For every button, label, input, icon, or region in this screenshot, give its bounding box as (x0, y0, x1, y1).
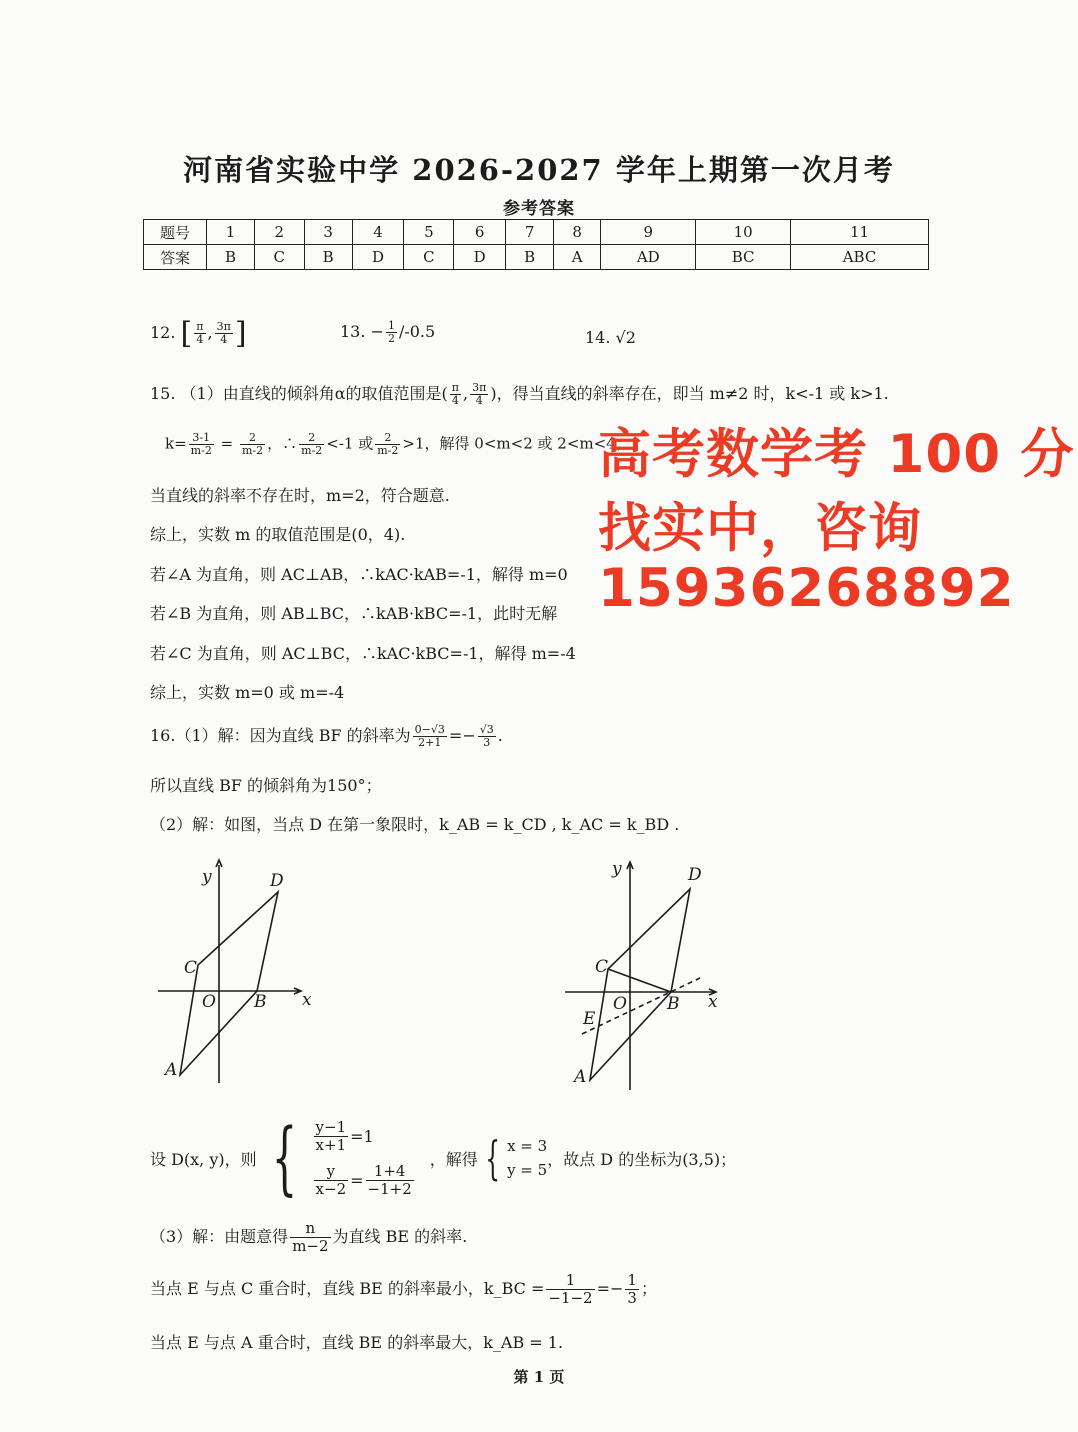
table-cell: C (404, 245, 454, 270)
text: =− (448, 726, 476, 745)
table-row-answers (144, 245, 929, 270)
fraction: $\frac{1}{2}$ (387, 319, 395, 345)
q13-answer (340, 320, 435, 345)
text: = (350, 1170, 364, 1190)
text: （3）解：由题意得 (150, 1227, 289, 1246)
label-D: D (688, 865, 702, 885)
ad-line-1: 高考数学考 100 分 (598, 424, 1075, 485)
text: =− (596, 1279, 624, 1298)
label-E: E (583, 1009, 596, 1029)
table-cell: 9 (601, 220, 696, 245)
exam-title: 河南省实验中学 2026-2027 学年上期第一次月考 (183, 153, 895, 187)
table-cell: B (506, 245, 554, 270)
fraction: $\frac{3\pi}{4}$ (472, 381, 487, 407)
fraction: $\frac{3\pi}{4}$ (216, 320, 231, 346)
solution-x: x = 3 (507, 1137, 548, 1155)
text: . (497, 726, 503, 745)
table-cell: AD (601, 245, 696, 270)
text: 为直线 BE 的斜率. (332, 1227, 468, 1246)
text: ，∴ (267, 434, 298, 453)
q16-line-2: 所以直线 BF 的倾斜角为150°； (150, 776, 382, 795)
text: ； (640, 1279, 657, 1298)
label-y: y (612, 859, 622, 879)
fraction: $\frac{\pi}{4}$ (451, 381, 460, 407)
fraction: $\frac{√3}{3}$ (479, 723, 494, 749)
parallelogram-abdc (590, 889, 690, 1080)
q13-number: 13. (340, 322, 366, 341)
label-A: A (574, 1067, 587, 1087)
left-brace: { (485, 1131, 500, 1185)
q15-line-3: 当直线的斜率不存在时，m=2，符合题意. (150, 486, 450, 505)
q15-line-7: 若∠C 为直角，则 AC⊥BC，∴kAC·kBC=-1，解得 m=-4 (150, 644, 576, 663)
q16-line-3: （2）解：如图，当点 D 在第一象限时，k_AB = k_CD , k_AC = k_BD . (150, 815, 680, 834)
q15-line-1 (150, 381, 889, 407)
fraction: $\frac{y}{x-2}$ (315, 1161, 347, 1198)
interval: ( $\frac{\pi}{4}$ , $\frac{3\pi}{4}$ ) (441, 381, 497, 407)
table-header-label: 题号 (144, 220, 207, 245)
q16-part3-line-2 (150, 1272, 657, 1307)
fraction: $\frac{2}{m-2}$ (241, 431, 264, 457)
fraction: $\frac{0-√3}{2+1}$ (414, 723, 445, 749)
q16-part3-line-3: 当点 E 与点 A 重合时，直线 BE 的斜率最大，k_AB = 1. (150, 1333, 564, 1352)
label-y: y (202, 867, 212, 887)
label-B: B (254, 992, 267, 1012)
table-row-numbers (144, 220, 929, 245)
fraction: $\frac{y-1}{x+1}$ (315, 1117, 347, 1154)
left-bracket: [ (180, 316, 193, 351)
label-C: C (184, 958, 198, 978)
label-O: O (202, 992, 216, 1012)
q12-number: 12. (150, 323, 176, 342)
text: =1 (350, 1126, 374, 1146)
table-cell: ABC (791, 245, 929, 270)
table-cell: 7 (506, 220, 554, 245)
q14-number: 14. (585, 328, 611, 347)
fraction: $\frac{\pi}{4}$ (196, 320, 204, 346)
q13-alt-answer: /-0.5 (398, 322, 436, 341)
text: ，得当直线的斜率存在，即当 m≠2 时，k<-1 或 k>1. (496, 384, 889, 403)
answer-key-heading: 参考答案 (503, 199, 575, 219)
text: >1，解得 0<m<2 或 2<m<4； (402, 434, 631, 453)
table-cell: 10 (696, 220, 791, 245)
table-cell: 8 (554, 220, 601, 245)
answer-table (143, 219, 929, 270)
equation-system (312, 1114, 416, 1202)
q15-line-5: 若∠A 为直角，则 AC⊥AB，∴kAC·kAB=-1，解得 m=0 (150, 565, 568, 584)
q14-answer (585, 328, 636, 347)
table-cell: B (207, 245, 255, 270)
fraction: $\frac{1}{-1-2}$ (548, 1271, 593, 1307)
ad-line-2: 找实中，咨询 (598, 498, 922, 559)
minus-sign: − (370, 322, 384, 341)
text: 当点 E 与点 C 重合时，直线 BE 的斜率最小，k_BC = (150, 1279, 545, 1298)
text: = (220, 434, 234, 453)
table-cell: D (352, 245, 404, 270)
table-cell: 2 (254, 220, 304, 245)
ad-phone-number: 15936268892 (598, 558, 1015, 619)
label-B: B (667, 994, 680, 1014)
text: ，故点 D 的坐标为(3,5)； (547, 1149, 737, 1169)
q16-line-1 (150, 723, 503, 749)
text: k= (165, 434, 187, 453)
q16-part3-line-1 (150, 1220, 467, 1255)
page-number: 第 1 页 (513, 1368, 565, 1386)
text: 15. （1）由直线的倾斜角α的取值范围是 (150, 384, 442, 403)
solution-y: y = 5 (507, 1161, 548, 1179)
label-x: x (708, 992, 718, 1012)
table-cell: B (304, 245, 352, 270)
label-O: O (613, 994, 627, 1014)
table-cell: 11 (791, 220, 929, 245)
table-cell: 3 (304, 220, 352, 245)
text: <-1 或 (326, 434, 374, 453)
fraction: $\frac{3-1}{m-2}$ (190, 431, 212, 457)
figure-parallelogram-1 (150, 855, 320, 1085)
q15-line-8: 综上，实数 m=0 或 m=-4 (150, 683, 345, 702)
table-cell: BC (696, 245, 791, 270)
table-cell: C (254, 245, 304, 270)
table-cell: D (454, 245, 506, 270)
parallelogram-abdc (180, 892, 278, 1075)
fraction: $\frac{2}{m-2}$ (301, 431, 323, 457)
label-A: A (165, 1060, 178, 1080)
fraction: $\frac{n}{m-2}$ (292, 1219, 329, 1255)
table-cell: 6 (454, 220, 506, 245)
left-brace: { (271, 1111, 297, 1204)
text: 16.（1）解：因为直线 BF 的斜率为 (150, 726, 411, 745)
label-D: D (270, 871, 284, 891)
table-cell: 1 (207, 220, 255, 245)
table-cell: A (554, 245, 601, 270)
fraction: $\frac{1+4}{-1+2}$ (367, 1161, 412, 1198)
figure-parallelogram-2 (560, 852, 730, 1092)
segment-CB (608, 969, 671, 992)
solution-system (507, 1134, 547, 1182)
q14-value: √2 (615, 328, 636, 347)
table-cell: 5 (404, 220, 454, 245)
table-answer-label: 答案 (144, 245, 207, 270)
label-x: x (302, 990, 312, 1010)
q15-line-6: 若∠B 为直角，则 AB⊥BC，∴kAB·kBC=-1，此时无解 (150, 604, 558, 623)
q15-line-4: 综上，实数 m 的取值范围是(0，4). (150, 525, 406, 544)
fraction: $\frac{2}{m-2}$ (377, 431, 399, 457)
q12-answer: 12. [ $\frac{\pi}{4}$ , $\frac{3\pi}{4}$ ] (150, 316, 247, 351)
q15-line-2 (165, 432, 631, 457)
table-cell: 4 (352, 220, 404, 245)
q16-system-line (150, 1112, 736, 1204)
text: 设 D(x, y)，则 (150, 1149, 257, 1169)
right-bracket: ] (234, 316, 247, 351)
label-C: C (595, 957, 609, 977)
fraction: $\frac{1}{3}$ (627, 1271, 637, 1307)
text: ，解得 (429, 1149, 478, 1169)
